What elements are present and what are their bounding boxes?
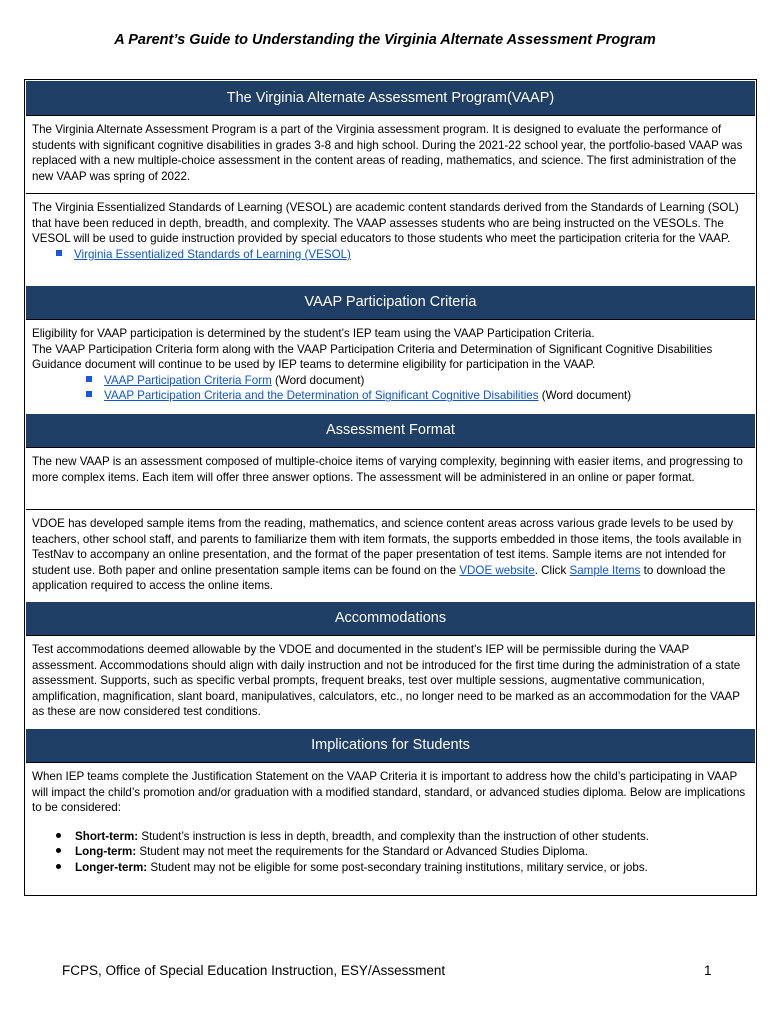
criteria-guidance-suffix: (Word document) — [538, 389, 632, 403]
criteria-link-item-1 — [32, 373, 749, 389]
implications-cell — [26, 762, 755, 894]
page-number: 1 — [704, 963, 712, 978]
format-text-2: VDOE has developed sample items from the reading, mathematics, and science content areas across various grade levels to be used by teachers, other school staff, and parents to familiarize them with item formats, the supports embedded in those items, the tools available in TestNav to accompany an online presentation, and the format of the paper presentation of test items. Sample items are not intended for student use. Both paper and online presentation sample items can be found on the VDOE website. Click Sample Items to download the application required to access the online items. — [32, 517, 742, 593]
criteria-link-item-2 — [32, 388, 749, 404]
vaap-intro-cell — [26, 115, 755, 193]
criteria-text-1: Eligibility for VAAP participation is determined by the student’s IEP team using the VAAP Participation Criteria. — [32, 327, 595, 340]
sample-items-link[interactable]: Sample Items — [569, 563, 641, 577]
format-text-1: The new VAAP is an assessment composed of multiple-choice items of varying complexity, beginning with easier items, and progressing to more complex items. Each item will offer three answer options. The assessment will be administered in an online or paper format. — [32, 455, 743, 484]
format-cell-1 — [26, 447, 755, 509]
implication-item-short: Short-term: Student’s instruction is less in depth, breadth, and complexity than the instruction of other students. — [32, 829, 749, 845]
criteria-form-link[interactable]: VAAP Participation Criteria Form — [104, 373, 272, 387]
bullet-icon — [56, 864, 61, 869]
vesol-text: The Virginia Essentialized Standards of Learning (VESOL) are academic content standards derived from the Standards of Learning (SOL) that have been reduced in depth, breadth, and complexity. The VAAP assesses students who are being instructed on the VESOLs. The VESOL will be used to guide instruction provided by special educators to those students who meet the participation criteria for the VAAP. — [32, 201, 739, 246]
criteria-form-suffix: (Word document) — [271, 373, 365, 387]
section-header-implications: Implications for Students — [26, 729, 755, 762]
bullet-icon — [56, 848, 61, 853]
accommodations-cell — [26, 635, 755, 728]
vesol-cell — [26, 193, 755, 285]
implications-text: When IEP teams complete the Justification Statement on the VAAP Criteria it is important to address how the child’s participating in VAAP will impact the child’s promotion and/or graduation with a modified standard, standard, or advanced studies diploma. Below are implications to be considered: — [32, 770, 746, 815]
document-title: A Parent’s Guide to Understanding the Virginia Alternate Assessment Program — [114, 32, 656, 48]
implication-item-longer: Longer-term: Student may not be eligible for some post-secondary training institutions, military service, or jobs. — [32, 860, 749, 876]
vdoe-website-link[interactable]: VDOE website — [459, 563, 535, 577]
vesol-link[interactable]: Virginia Essentialized Standards of Learning (VESOL) — [74, 247, 351, 261]
square-bullet-icon — [56, 250, 62, 256]
section-header-criteria: VAAP Participation Criteria — [26, 286, 755, 319]
footer-text: FCPS, Office of Special Education Instruction, ESY/Assessment — [62, 963, 446, 978]
square-bullet-icon — [86, 391, 92, 397]
criteria-cell — [26, 319, 755, 413]
square-bullet-icon — [86, 376, 92, 382]
content-table — [24, 79, 757, 896]
section-header-accommodations: Accommodations — [26, 602, 755, 635]
criteria-guidance-link[interactable]: VAAP Participation Criteria and the Determination of Significant Cognitive Disabilities — [104, 389, 539, 403]
accommodations-text: Test accommodations deemed allowable by the VDOE and documented in the student's IEP will be permissible during the VAAP assessment. Accommodations should align with daily instruction and not be introduced for the first time during the administration of a state assessment. Supports, such as specific verbal prompts, frequent breaks, test over multiple sessions, augmentative communication, amplification, magnification, slant board, manipulatives, calculators, etc., no longer need to be marked as an accommodation for the VAAP as these are now considered test conditions. — [32, 643, 741, 719]
vesol-link-item — [32, 247, 749, 263]
section-header-format: Assessment Format — [26, 414, 755, 447]
criteria-text-2: The VAAP Participation Criteria form along with the VAAP Participation Criteria and Determination of Significant Cognitive Disabilities Guidance document will continue to be used by IEP teams to determine eligibility for participation in the VAAP. — [32, 342, 713, 372]
bullet-icon — [56, 833, 61, 838]
vaap-intro-text: The Virginia Alternate Assessment Program is a part of the Virginia assessment program. It is designed to evaluate the performance of students with significant cognitive disabilities in grades 3-8 and high school. During the 2021-22 school year, the portfolio-based VAAP was replaced with a new multiple-choice assessment in the content areas of reading, mathematics, and science. The first administration of the new VAAP was spring of 2022. — [32, 123, 743, 183]
implication-item-long: Long-term: Student may not meet the requirements for the Standard or Advanced Studies Diploma. — [32, 844, 749, 860]
section-header-vaap: The Virginia Alternate Assessment Program(VAAP) — [26, 81, 755, 115]
format-cell-2 — [26, 509, 755, 601]
